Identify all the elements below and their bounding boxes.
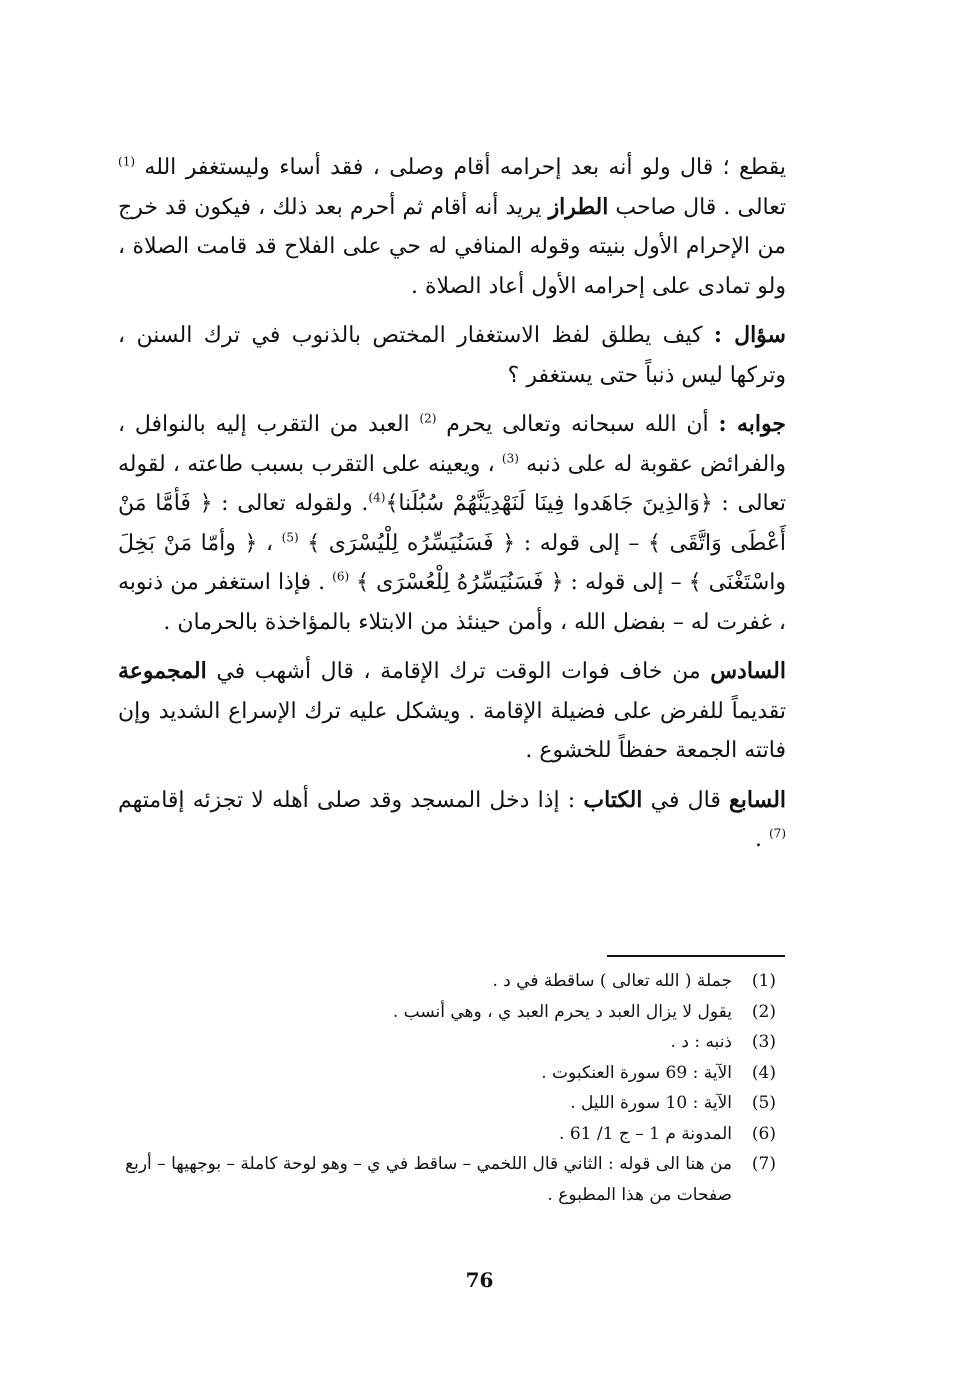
text-run: يقطع ؛ قال ولو أنه بعد إحرامه أقام وصلى ، فقد أساء وليستغفر الله	[135, 155, 786, 180]
paragraph	[118, 405, 786, 642]
footnote-marker: (7)	[768, 826, 786, 841]
footnote-item	[110, 1058, 776, 1089]
text-run: تعالى . قال صاحب	[608, 194, 786, 220]
footnote-number: (7)	[751, 1154, 776, 1174]
footnote-marker: (3)	[501, 451, 519, 466]
footnote-number: (4)	[751, 1062, 776, 1083]
text-run: : إذا دخل المسجد وقد صلى أهله لا تجزئه إقامتهم	[118, 787, 584, 813]
text-run: العبد من التقرب إليه بالنوافل ، والفرائض عقوبة له على ذنبه	[118, 412, 786, 477]
footnote-item	[110, 1088, 776, 1119]
footnote-marker: (6)	[332, 569, 350, 584]
paragraph	[118, 316, 786, 395]
footnote-item	[110, 1027, 776, 1058]
text-run: . فإذا استغفر من ذنوبه ، غفرت له – بفضل الله ، وأمن حينئذ من الابتلاء بالمؤاخذة بالحرمان .	[118, 570, 786, 635]
footnote-marker: (5)	[281, 530, 299, 545]
text-run: من خاف فوات الوقت ترك الإقامة ، قال أشهب في	[206, 659, 711, 684]
text-run: تقديماً للفرض على فضيلة الإقامة . ويشكل عليه ترك الإسراع الشديد وإن فاتته الجمعة حفظاً للخشوع .	[118, 698, 786, 763]
text-run: يريد أنه أقام ثم أحرم بعد ذلك ، فيكون قد خرج من الإحرام الأول بنيته وقوله المنافي له حي على الفلاح قد قامت الصلاة ، ولو تمادى على إحرامه الأول أعاد الصلاة .	[118, 194, 786, 299]
footnote-text: جملة ( الله تعالى ) ساقطة في د .	[492, 971, 732, 991]
paragraph	[118, 148, 786, 306]
text-run: .	[754, 827, 769, 852]
footnote-item	[110, 997, 776, 1028]
footnote-marker: (2)	[419, 411, 437, 426]
footnote-item	[110, 1149, 776, 1210]
footnote-text: الآية : 10 سورة الليل .	[570, 1093, 732, 1113]
footnote-marker: (1)	[118, 154, 136, 169]
main-text	[118, 148, 786, 870]
footnote-number: (3)	[751, 1032, 776, 1052]
footnote-number: (1)	[751, 971, 776, 991]
page-number: 76	[465, 1268, 494, 1292]
footnote-text: الآية : 69 سورة العنكبوت .	[541, 1062, 732, 1083]
footnote-text: المدونة م 1 – ج 1/ 61 .	[559, 1123, 732, 1144]
bold-term: الكتاب	[583, 786, 643, 813]
text-run: . ولقوله تعالى : ﴿ فَأمَّا مَنْ أَعْطَى وَاتَّقَى ﴾ – إلى قوله : ﴿ فَسَنُيَسِّرُه لِلْيُسْرَى ﴾	[118, 491, 786, 556]
bold-term: الطراز	[548, 193, 609, 220]
bold-term: السادس	[710, 658, 786, 684]
text-run: كيف يطلق لفظ الاستغفار المختص بالذنوب في ترك السنن ، وتركها ليس ذنباً حتى يستغفر ؟	[118, 323, 786, 388]
footnotes-list	[110, 966, 776, 1210]
footnote-marker: (4)	[368, 490, 386, 505]
bold-term: السابع	[729, 786, 787, 813]
bold-term: المجموعة	[118, 658, 207, 684]
text-run: أن الله سبحانه وتعالى يحرم	[436, 412, 719, 437]
footnote-number: (5)	[751, 1093, 776, 1113]
footnote-text: ذنبه : د .	[670, 1032, 732, 1052]
paragraph	[118, 781, 786, 860]
footnote-text: من هنا الى قوله : الثاني قال اللخمي – ساقط في ي – وهو لوحة كاملة – بوجهيها – أربع صفحات من هذا المطبوع .	[125, 1154, 732, 1205]
text-run: ، ﴿ وأمّا مَنْ بَخِلَ واسْتَغْنَى ﴾ – إلى قوله : ﴿ فَسَنُيَسِّرُهُ لِلْعُسْرَى ﴾	[118, 530, 786, 595]
footnote-number: (6)	[751, 1123, 776, 1144]
bold-term: سؤال :	[713, 322, 786, 348]
footnote-item	[110, 1119, 776, 1150]
text-run: قال في	[642, 787, 730, 813]
footnote-text: يقول لا يزال العبد د يحرم العبد ي ، وهي أنسب .	[392, 1001, 732, 1022]
footnote-item	[110, 966, 776, 997]
footnote-divider	[607, 955, 785, 957]
bold-term: جوابه :	[718, 411, 787, 437]
paragraph	[118, 652, 786, 771]
text-run: ، ويعينه على التقرب بسبب طاعته ، لقوله تعالى : ﴿وَالذِينَ جَاهَدوا فِينَا لَنَهْدِيَنَّهُمْ سُبُلَنا﴾	[118, 451, 787, 516]
footnote-number: (2)	[751, 1001, 776, 1022]
